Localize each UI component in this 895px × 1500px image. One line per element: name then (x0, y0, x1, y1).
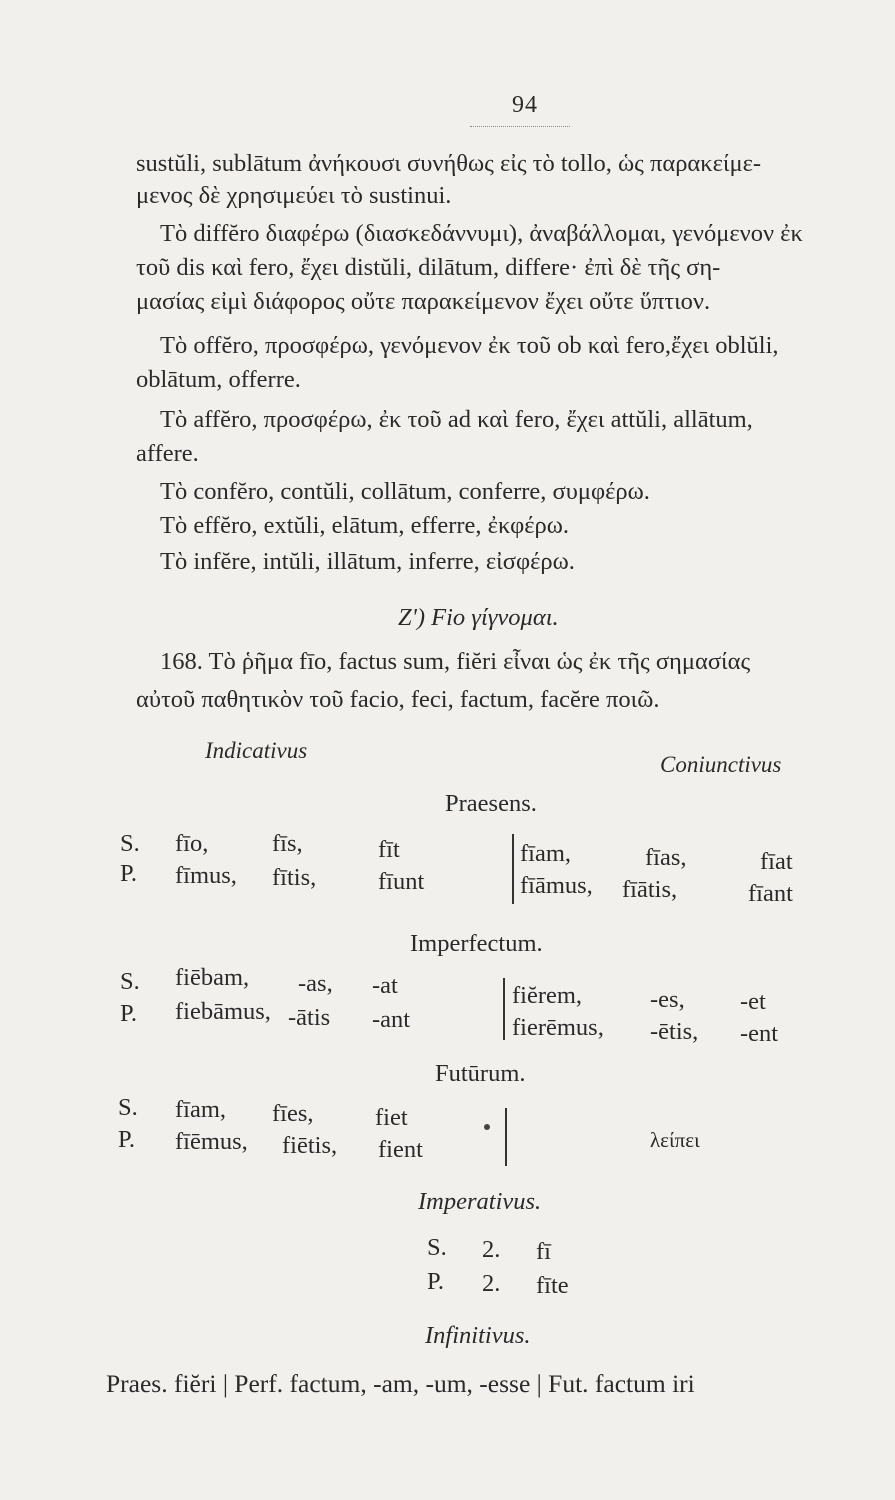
form-cell: fierēmus, (512, 1014, 604, 1041)
person-number: 2. (482, 1236, 501, 1263)
row-label: P. (120, 1000, 138, 1027)
text-line: Τὸ diffĕro διαφέρω (διασκεδάννυμι), ἀναβάλλομαι, γενόμενον ἐκ (160, 220, 803, 247)
tense-title: Imperfectum. (410, 930, 543, 957)
section-title: Z') Fio γίγνομαι. (398, 604, 559, 631)
form-cell: fiet (375, 1104, 408, 1131)
text-line: Τὸ offĕro, προσφέρω, γενόμενον ἐκ τοῦ ob καὶ fero,ἔχει oblŭli, (160, 332, 779, 359)
tense-title: Praesens. (445, 790, 537, 817)
form-cell: fīs, (272, 830, 303, 857)
form-cell: fīam, (520, 840, 572, 867)
missing-note: λείπει (650, 1128, 700, 1152)
mood-title: Infinitivus. (425, 1322, 531, 1349)
form-cell: fīas, (645, 844, 687, 871)
form-cell: -ent (740, 1020, 779, 1047)
text-line: sustŭli, sublātum ἀνήκουσι συνήθως εἰς τὸ tollo, ὡς παρακείμε- (136, 150, 762, 177)
form-cell: -ant (372, 1006, 411, 1033)
row-label: P. (120, 860, 138, 887)
form-cell: -as, (298, 970, 333, 997)
form-cell: fīēmus, (175, 1128, 248, 1155)
row-label: S. (120, 830, 140, 857)
form-cell: fiēbam, (175, 964, 250, 991)
text-line: Τὸ effĕro, extŭli, elātum, efferre, ἐκφέρω. (160, 512, 569, 539)
text-line: Τὸ infĕre, intŭli, illātum, inferre, εἰσφέρω. (160, 548, 575, 575)
form-cell: fī (536, 1238, 551, 1265)
tense-title: Futūrum. (435, 1060, 526, 1087)
form-cell: fītis, (272, 864, 317, 891)
form-cell: -ātis (288, 1004, 331, 1031)
form-cell: fīes, (272, 1100, 314, 1127)
header-rule (470, 126, 570, 127)
page-number: 94 (512, 92, 538, 118)
text-line: μασίας εἰμὶ διάφορος οὔτε παρακείμενον ἔχει οὔτε ὕπτιον. (136, 288, 711, 315)
form-cell: fīt (378, 836, 400, 863)
form-cell: fīat (760, 848, 793, 875)
text-line: Τὸ confĕro, contŭli, collātum, conferre, συμφέρω. (160, 478, 650, 505)
column-divider (505, 1108, 507, 1166)
row-label: P. (118, 1126, 136, 1153)
form-cell: -at (372, 972, 398, 999)
column-divider (512, 834, 514, 904)
form-cell: fīmus, (175, 862, 237, 889)
form-cell: fīātis, (622, 876, 678, 903)
column-divider (503, 978, 505, 1040)
subjunctive-header: Coniunctivus (660, 752, 782, 777)
form-cell: fiētis, (282, 1132, 338, 1159)
form-cell: -ētis, (650, 1018, 699, 1045)
form-cell: fiebāmus, (175, 998, 271, 1025)
text-line: αὐτοῦ παθητικὸν τοῦ facio, feci, factum, facĕre ποιῶ. (136, 686, 660, 713)
form-cell: fīāmus, (520, 872, 593, 899)
person-number: 2. (482, 1270, 501, 1297)
row-label: S. (118, 1094, 138, 1121)
row-label: S. (120, 968, 140, 995)
form-cell: fīo, (175, 830, 209, 857)
form-cell: fīte (536, 1272, 569, 1299)
text-line: 168. Τὸ ῥῆμα fīo, factus sum, fiĕri εἶναι ὡς ἐκ τῆς σημασίας (160, 648, 751, 675)
bullet-dot (484, 1124, 490, 1130)
mood-title: Imperativus. (418, 1188, 542, 1215)
text-line: τοῦ dis καὶ fero, ἔχει distŭli, dilātum, differe· ἐπὶ δὲ τῆς ση- (136, 254, 721, 281)
form-cell: fīam, (175, 1096, 227, 1123)
form-cell: fīant (748, 880, 793, 907)
text-line: Τὸ affĕro, προσφέρω, ἐκ τοῦ ad καὶ fero, ἔχει attŭli, allātum, (160, 406, 753, 433)
text-line: μενος δὲ χρησιμεύει τὸ sustinui. (136, 182, 452, 209)
form-cell: fīunt (378, 868, 425, 895)
text-line: affere. (136, 440, 199, 467)
form-cell: -et (740, 988, 766, 1015)
row-label: S. (427, 1234, 447, 1261)
form-cell: -es, (650, 986, 685, 1013)
form-cell: fiĕrem, (512, 982, 583, 1009)
text-line: oblātum, offerre. (136, 366, 301, 393)
infinitive-line: Praes. fiĕri | Perf. factum, -am, -um, -esse | Fut. factum iri (106, 1369, 695, 1398)
indicative-header: Indicativus (205, 738, 308, 763)
row-label: P. (427, 1268, 445, 1295)
form-cell: fient (378, 1136, 423, 1163)
